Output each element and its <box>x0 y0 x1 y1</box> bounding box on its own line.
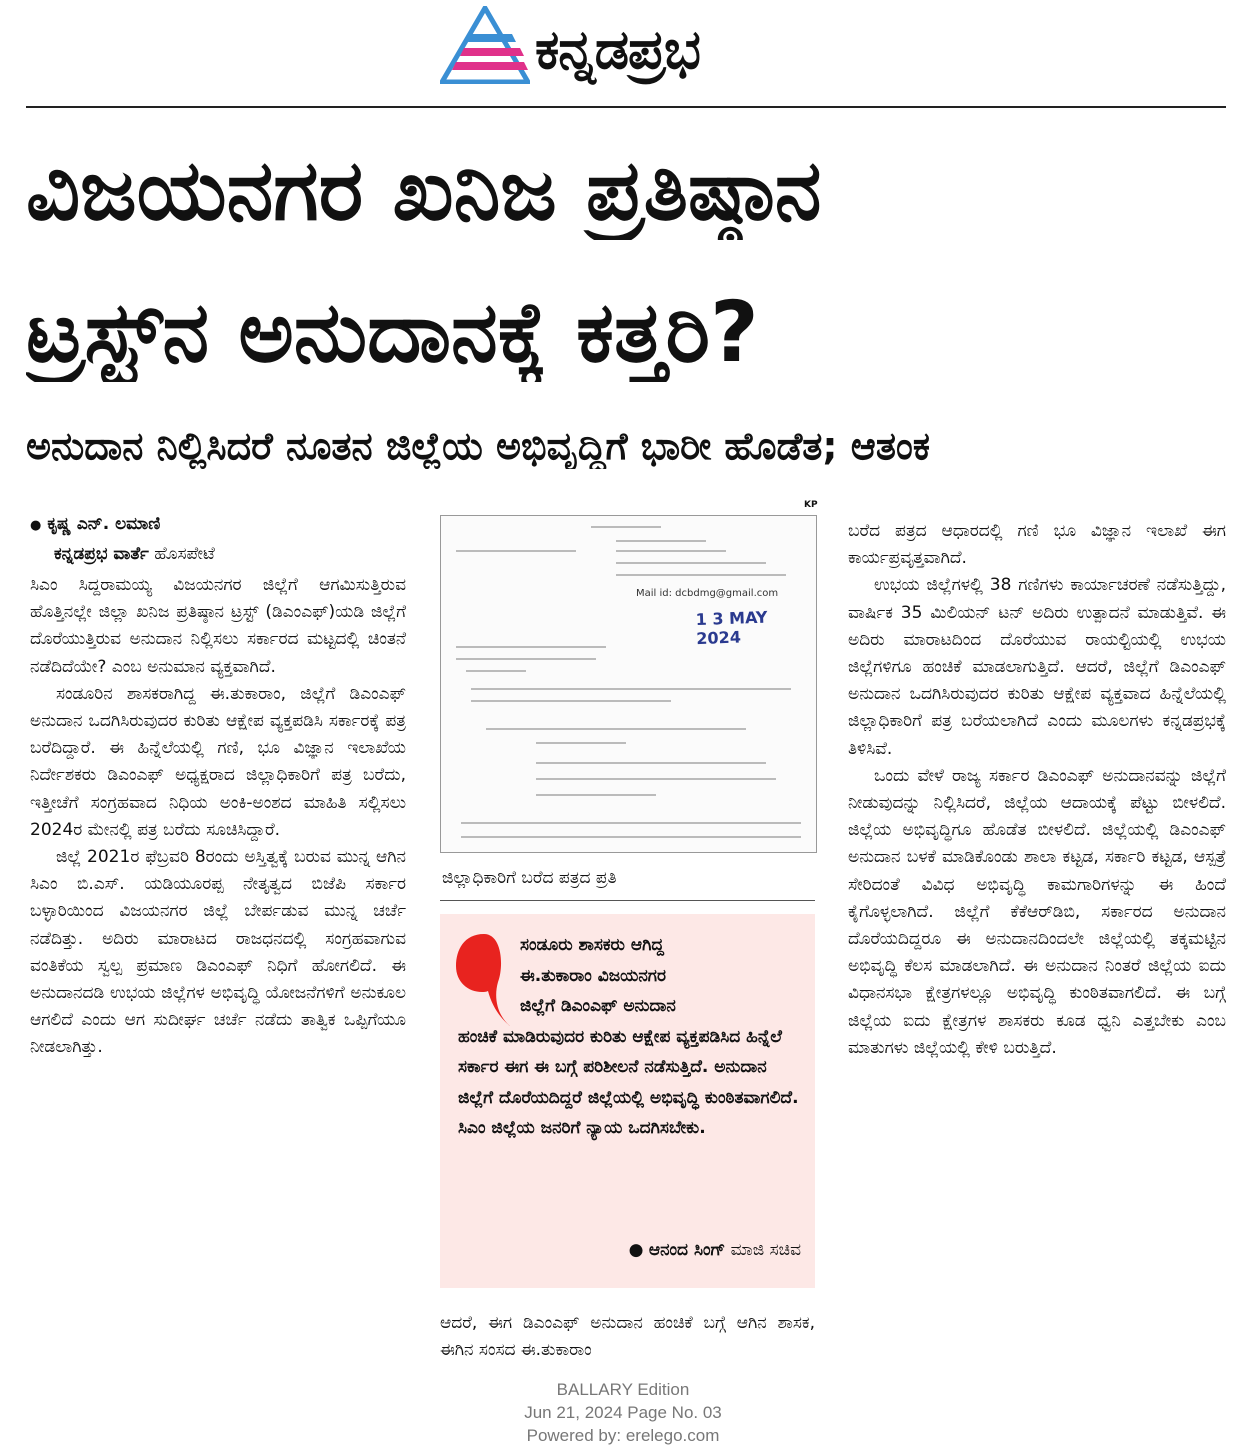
paragraph: ಆದರೆ, ಈಗ ಡಿಎಂಎಫ್ ಅನುದಾನ ಹಂಚಿಕೆ ಬಗ್ಗೆ ಆಗಿನ ಶಾಸಕ, ಈಗಿನ ಸಂಸದ ಈ.ತುಕಾರಾಂ <box>440 1313 815 1361</box>
quote-line: ಸಂಡೂರು ಶಾಸಕರು ಆಗಿದ್ದ <box>520 935 664 955</box>
bullet-icon: ● <box>30 518 42 533</box>
quote-line: ಜಿಲ್ಲೆಗೆ ಡಿಎಂಎಫ್ ಅನುದಾನ <box>520 996 676 1016</box>
headline-line-1: ವಿಜಯನಗರ ಖನಿಜ ಪ್ರತಿಷ್ಠಾನ <box>26 141 822 239</box>
headline-line-2: ಟ್ರಸ್ಟ್‌ನ ಅನುದಾನಕ್ಕೆ ಕತ್ತರಿ? <box>26 283 759 381</box>
agency-name: ಕನ್ನಡಪ್ರಭ ವಾರ್ತೆ <box>54 544 149 564</box>
article-column-3 <box>848 518 1226 1062</box>
photo-caption: ಜಿಲ್ಲಾಧಿಕಾರಿಗೆ ಬರೆದ ಪತ್ರದ ಪ್ರತಿ <box>442 868 617 888</box>
paragraph: ಬರೆದ ಪತ್ರದ ಆಧಾರದಲ್ಲಿ ಗಣಿ ಭೂ ವಿಜ್ಞಾನ ಇಲಾಖೆ ಈಗ ಕಾರ್ಯಪ್ರವೃತ್ತವಾಗಿದೆ. <box>848 521 1226 569</box>
letter-email: Mail id: dcbdmg@gmail.com <box>636 588 779 599</box>
quote-designation: ಮಾಜಿ ಸಚಿವ <box>730 1240 801 1260</box>
quote-line: ಈ.ತುಕಾರಾಂ ವಿಜಯನಗರ <box>520 965 666 986</box>
masthead-title: ಕನ್ನಡಪ್ರಭ <box>535 18 700 81</box>
dateline-place: ಹೊಸಪೇಟೆ <box>154 544 215 564</box>
kp-tag: KP <box>804 500 818 510</box>
quote-body: ಹಂಚಿಕೆ ಮಾಡಿರುವುದರ ಕುರಿತು ಆಕ್ಷೇಪ ವ್ಯಕ್ತಪಡಿಸಿದ ಹಿನ್ನೆಲೆ ಸರ್ಕಾರ ಈಗ ಈ ಬಗ್ಗೆ ಪರಿಶೀಲನೆ ನಡೆಸುತ್ತಿದೆ. ಅನುದಾನ ಜಿಲ್ಲೆಗೆ ದೊರೆಯದಿದ್ದರೆ ಜಿಲ್ಲೆಯಲ್ಲಿ ಅಭಿವೃದ್ಧಿ ಕುಂಠಿತವಾಗಲಿದೆ. ಸಿಎಂ ಜಿಲ್ಲೆಯ ಜನರಿಗೆ ನ್ಯಾಯ ಒದಗಿಸಬೇಕು. <box>458 1026 799 1138</box>
quote-speaker: ಆನಂದ ಸಿಂಗ್ <box>648 1240 726 1260</box>
letter-scan-image <box>440 515 817 853</box>
paragraph: ಉಭಯ ಜಿಲ್ಲೆಗಳಲ್ಲಿ 38 ಗಣಿಗಳು ಕಾರ್ಯಾಚರಣೆ ನಡೆಸುತ್ತಿದ್ದು, ವಾರ್ಷಿಕ 35 ಮಿಲಿಯನ್ ಟನ್ ಅದಿರು ಉತ್ಪಾದನೆ ಮಾಡುತ್ತಿವೆ. ಈ ಅದಿರು ಮಾರಾಟದಿಂದ ದೊರೆಯುವ ರಾಯಲ್ಟಿಯಲ್ಲಿ ಉಭಯ ಜಿಲ್ಲೆಗಳಿಗೂ ಹಂಚಿಕೆ ಮಾಡಲಾಗುತ್ತಿದೆ. ಆದರೆ, ಜಿಲ್ಲೆಗೆ ಡಿಎಂಎಫ್ ಅನುದಾನ ಒದಗಿಸಿರುವುದರ ಕುರಿತು ಆಕ್ಷೇಪ ವ್ಯಕ್ತವಾದ ಹಿನ್ನೆಲೆಯಲ್ಲಿ ಜಿಲ್ಲಾಧಿಕಾರಿಗೆ ಪತ್ರ ಬರೆಯಲಾಗಿದೆ ಎಂದು ಮೂಲಗಳು ಕನ್ನಡಪ್ರಭಕ್ಕೆ ತಿಳಿಸಿವೆ. <box>848 575 1226 759</box>
quote-attribution <box>629 1240 801 1260</box>
masthead-rule <box>26 106 1226 108</box>
caption-rule <box>440 900 815 901</box>
powered-by-link[interactable]: Powered by: erelego.com <box>526 1426 720 1445</box>
article-column-1 <box>30 572 406 1062</box>
bullet-icon: ● <box>628 1240 644 1260</box>
triangle-stripes-logo-icon <box>440 6 530 84</box>
paragraph: ಒಂದು ವೇಳೆ ರಾಜ್ಯ ಸರ್ಕಾರ ಡಿಎಂಎಫ್ ಅನುದಾನವನ್ನು ಜಿಲ್ಲೆಗೆ ನೀಡುವುದನ್ನು ನಿಲ್ಲಿಸಿದರೆ, ಜಿಲ್ಲೆಯ ಆದಾಯಕ್ಕೆ ಪೆಟ್ಟು ಬೀಳಲಿದೆ. ಜಿಲ್ಲೆಯ ಅಭಿವೃದ್ಧಿಗೂ ಹೊಡೆತ ಬೀಳಲಿದೆ. ಜಿಲ್ಲೆಯಲ್ಲಿ ಡಿಎಂಎಫ್ ಅನುದಾನ ಬಳಕೆ ಮಾಡಿಕೊಂಡು ಶಾಲಾ ಕಟ್ಟಡ, ಸರ್ಕಾರಿ ಕಟ್ಟಡ, ಆಸ್ಪತ್ರೆ ಸೇರಿದಂತೆ ವಿವಿಧ ಅಭಿವೃದ್ಧಿ ಕಾಮಗಾರಿಗಳನ್ನು ಈ ಹಿಂದೆ ಕೈಗೊಳ್ಳಲಾಗಿದೆ. ಜಿಲ್ಲೆಗೆ ಕೆಕೆಆರ್‌ಡಿಬಿ, ಸರ್ಕಾರದ ಅನುದಾನ ದೊರೆಯದಿದ್ದರೂ ಈ ಅನುದಾನದಿಂದಲೇ ಜಿಲ್ಲೆಯಲ್ಲಿ ತಕ್ಕಮಟ್ಟಿನ ಅಭಿವೃದ್ಧಿ ಕೆಲಸ ಮಾಡಲಾಗಿದೆ. ಈ ಅನುದಾನ ನಿಂತರೆ ಜಿಲ್ಲೆಯ ಐದು ವಿಧಾನಸಭಾ ಕ್ಷೇತ್ರಗಳಲ್ಲೂ ಅಭಿವೃದ್ಧಿ ಕುಂಠಿತವಾಗಲಿದೆ. ಈ ಬಗ್ಗೆ ಜಿಲ್ಲೆಯ ಐದು ಕ್ಷೇತ್ರಗಳ ಶಾಸಕರು ಕೂಡ ಧ್ವನಿ ಎತ್ತಬೇಕು ಎಂಬ ಮಾತುಗಳು ಜಿಲ್ಲೆಯಲ್ಲಿ ಕೇಳಿ ಬರುತ್ತಿದೆ. <box>848 765 1226 1058</box>
date-page-label: Jun 21, 2024 Page No. 03 <box>524 1403 722 1422</box>
subheadline: ಅನುದಾನ ನಿಲ್ಲಿಸಿದರೆ ನೂತನ ಜಿಲ್ಲೆಯ ಅಭಿವೃದ್ಧಿಗೆ ಭಾರೀ ಹೊಡೆತ; ಆತಂಕ <box>26 424 930 468</box>
author-name: ಕೃಷ್ಣ ಎನ್. ಲಮಾಣಿ <box>47 514 161 534</box>
pull-quote-text <box>458 930 800 1144</box>
edition-label: BALLARY Edition <box>556 1380 690 1399</box>
article-column-2 <box>440 1310 815 1364</box>
paragraph: ಸಂಡೂರಿನ ಶಾಸಕರಾಗಿದ್ದ ಈ.ತುಕಾರಾಂ, ಜಿಲ್ಲೆಗೆ ಡಿಎಂಎಫ್ ಅನುದಾನ ಒದಗಿಸಿರುವುದರ ಕುರಿತು ಆಕ್ಷೇಪ ವ್ಯಕ್ತಪಡಿಸಿ ಸರ್ಕಾರಕ್ಕೆ ಪತ್ರ ಬರೆದಿದ್ದಾರೆ. ಈ ಹಿನ್ನೆಲೆಯಲ್ಲಿ ಗಣಿ, ಭೂ ವಿಜ್ಞಾನ ಇಲಾಖೆಯ ನಿರ್ದೇಶಕರು ಡಿಎಂಎಫ್ ಅಧ್ಯಕ್ಷರಾದ ಜಿಲ್ಲಾಧಿಕಾರಿಗೆ ಪತ್ರ ಬರೆದು, ಇತ್ತೀಚೆಗೆ ಸಂಗ್ರಹವಾದ ನಿಧಿಯ ಅಂಕಿ-ಅಂಶದ ಮಾಹಿತಿ ಸಲ್ಲಿಸಲು 2024ರ ಮೇನಲ್ಲಿ ಪತ್ರ ಬರೆದು ಸೂಚಿಸಿದ್ದಾರೆ. <box>30 683 406 840</box>
byline <box>30 510 215 568</box>
paragraph: ಸಿಎಂ ಸಿದ್ದರಾಮಯ್ಯ ವಿಜಯನಗರ ಜಿಲ್ಲೆಗೆ ಆಗಮಿಸುತ್ತಿರುವ ಹೊತ್ತಿನಲ್ಲೇ ಜಿಲ್ಲಾ ಖನಿಜ ಪ್ರತಿಷ್ಠಾನ ಟ್ರಸ್ಟ್ (ಡಿಎಂಎಫ್)ಯಡಿ ಜಿಲ್ಲೆಗೆ ದೊರೆಯುತ್ತಿರುವ ಅನುದಾನ ನಿಲ್ಲಿಸಲು ಸರ್ಕಾರದ ಮಟ್ಟದಲ್ಲಿ ಚಿಂತನೆ ನಡೆದಿದೆಯೇ? ಎಂಬ ಅನುಮಾನ ವ್ಯಕ್ತವಾಗಿದೆ. <box>30 575 406 677</box>
pull-quote-box <box>440 914 815 1288</box>
masthead <box>0 0 1246 108</box>
letter-date-stamp: 1 3 MAY 2024 <box>695 607 768 649</box>
paragraph: ಜಿಲ್ಲೆ 2021ರ ಫೆಬ್ರವರಿ 8ರಂದು ಅಸ್ತಿತ್ವಕ್ಕೆ ಬರುವ ಮುನ್ನ ಆಗಿನ ಸಿಎಂ ಬಿ.ಎಸ್. ಯಡಿಯೂರಪ್ಪ ನೇತೃತ್ವದ ಬಿಜೆಪಿ ಸರ್ಕಾರ ಬಳ್ಳಾರಿಯಿಂದ ವಿಜಯನಗರ ಜಿಲ್ಲೆ ಬೇರ್ಪಡುವ ಮುನ್ನ ಚರ್ಚೆ ನಡೆದಿತ್ತು. ಅದಿರು ಮಾರಾಟದ ರಾಜಧನದಲ್ಲಿ ಸಂಗ್ರಹವಾಗುವ ವಂತಿಕೆಯ ಸ್ವಲ್ಪ ಪ್ರಮಾಣ ಡಿಎಂಎಫ್ ನಿಧಿಗೆ ಹೋಗಲಿದೆ. ಈ ಅನುದಾನದಡಿ ಉಭಯ ಜಿಲ್ಲೆಗಳ ಅಭಿವೃದ್ಧಿ ಯೋಜನೆಗಳಿಗೆ ಅನುಕೂಲ ಆಗಲಿದೆ ಎಂದು ಆಗ ಸುದೀರ್ಘ ಚರ್ಚೆ ನಡೆದು ತಾತ್ವಿಕ ಒಪ್ಪಿಗೆಯೂ ನೀಡಲಾಗಿತ್ತು. <box>30 847 406 1058</box>
